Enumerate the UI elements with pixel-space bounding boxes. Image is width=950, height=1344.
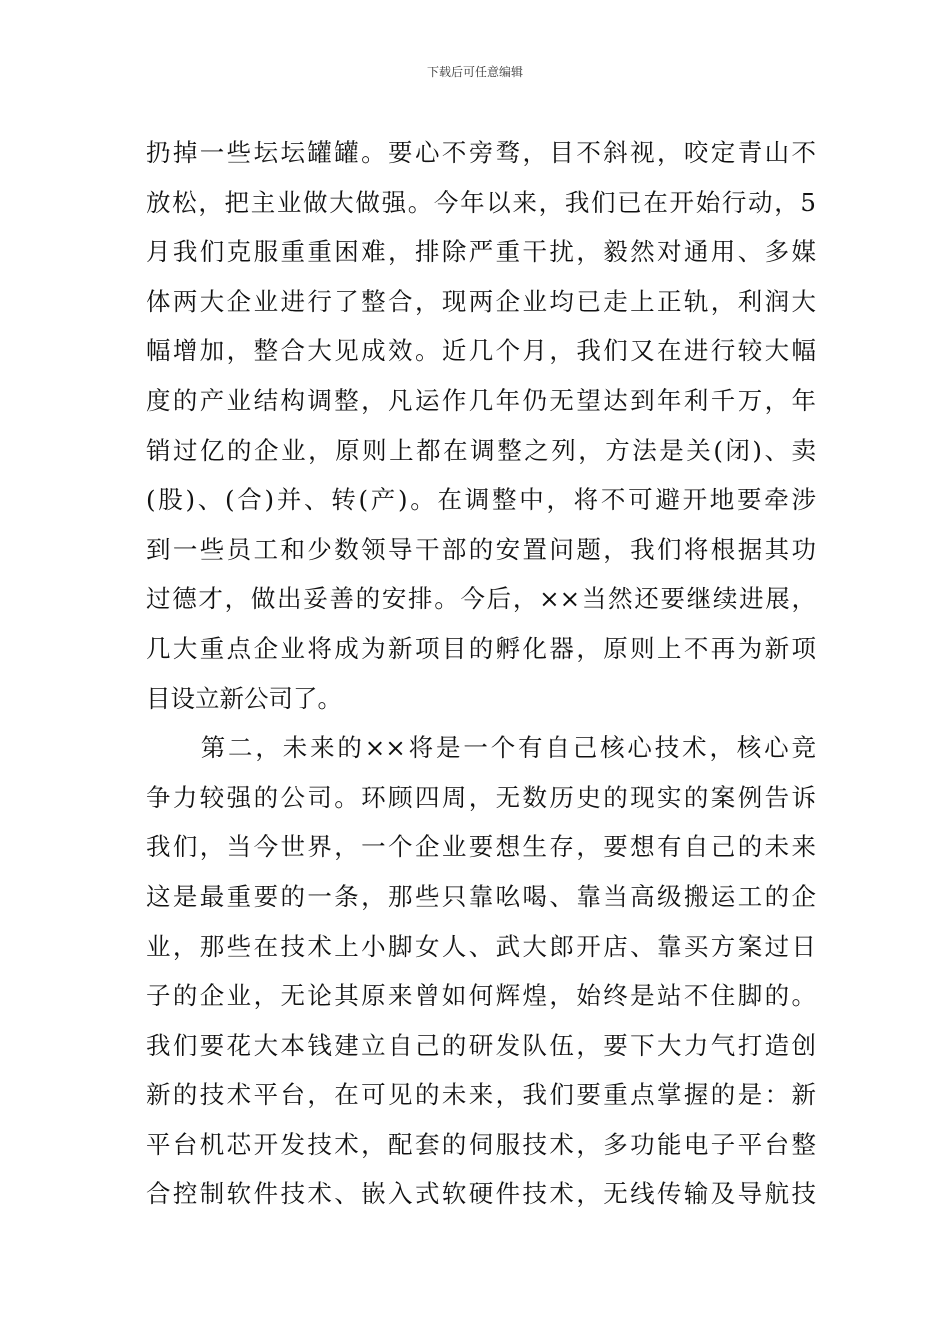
text-line: 销过亿的企业，原则上都在调整之列，方法是关(闭)、卖 — [146, 435, 816, 465]
text-line: 我们要花大本钱建立自己的研发队伍，要下大力气打造创 — [146, 1030, 816, 1060]
text-line: 争力较强的公司。环顾四周，无数历史的现实的案例告诉 — [146, 782, 816, 812]
text-line: 度的产业结构调整，凡运作几年仍无望达到年利千万，年 — [146, 385, 816, 415]
text-line-paragraph-end: 目设立新公司了。 — [146, 683, 342, 713]
document-body — [146, 128, 816, 1219]
text-line: 幅增加，整合大见成效。近几个月，我们又在进行较大幅 — [146, 336, 816, 366]
text-line: 体两大企业进行了整合，现两企业均已走上正轨，利润大 — [146, 286, 816, 316]
text-line-paragraph-start: 第二，未来的××将是一个有自己核心技术，核心竞 — [146, 733, 816, 763]
text-line: 扔掉一些坛坛罐罐。要心不旁骛，目不斜视，咬定青山不 — [146, 138, 816, 167]
text-line: 业，那些在技术上小脚女人、武大郎开店、靠买方案过日 — [146, 931, 816, 961]
text-line: 平台机芯开发技术，配套的伺服技术，多功能电子平台整 — [146, 1129, 816, 1159]
text-line: 放松，把主业做大做强。今年以来，我们已在开始行动，5 — [146, 187, 816, 217]
text-line: 过德才，做出妥善的安排。今后，××当然还要继续进展， — [146, 584, 816, 614]
text-line: 月我们克服重重困难，排除严重干扰，毅然对通用、多媒 — [146, 237, 816, 267]
text-line: 新的技术平台，在可见的未来，我们要重点掌握的是：新 — [146, 1080, 816, 1110]
text-line: 几大重点企业将成为新项目的孵化器，原则上不再为新项 — [146, 633, 816, 663]
text-line: 这是最重要的一条，那些只靠吆喝、靠当高级搬运工的企 — [146, 881, 816, 911]
text-line: 到一些员工和少数领导干部的安置问题，我们将根据其功 — [146, 534, 816, 564]
text-line: (股)、(合)并、转(产)。在调整中，将不可避开地要牵涉 — [146, 485, 816, 515]
text-line: 我们，当今世界，一个企业要想生存，要想有自己的未来 — [146, 832, 816, 862]
text-line: 子的企业，无论其原来曾如何辉煌，始终是站不住脚的。 — [146, 981, 816, 1011]
page-header-note: 下载后可任意编辑 — [426, 65, 523, 79]
text-line: 合控制软件技术、嵌入式软硬件技术，无线传输及导航技 — [146, 1179, 816, 1209]
